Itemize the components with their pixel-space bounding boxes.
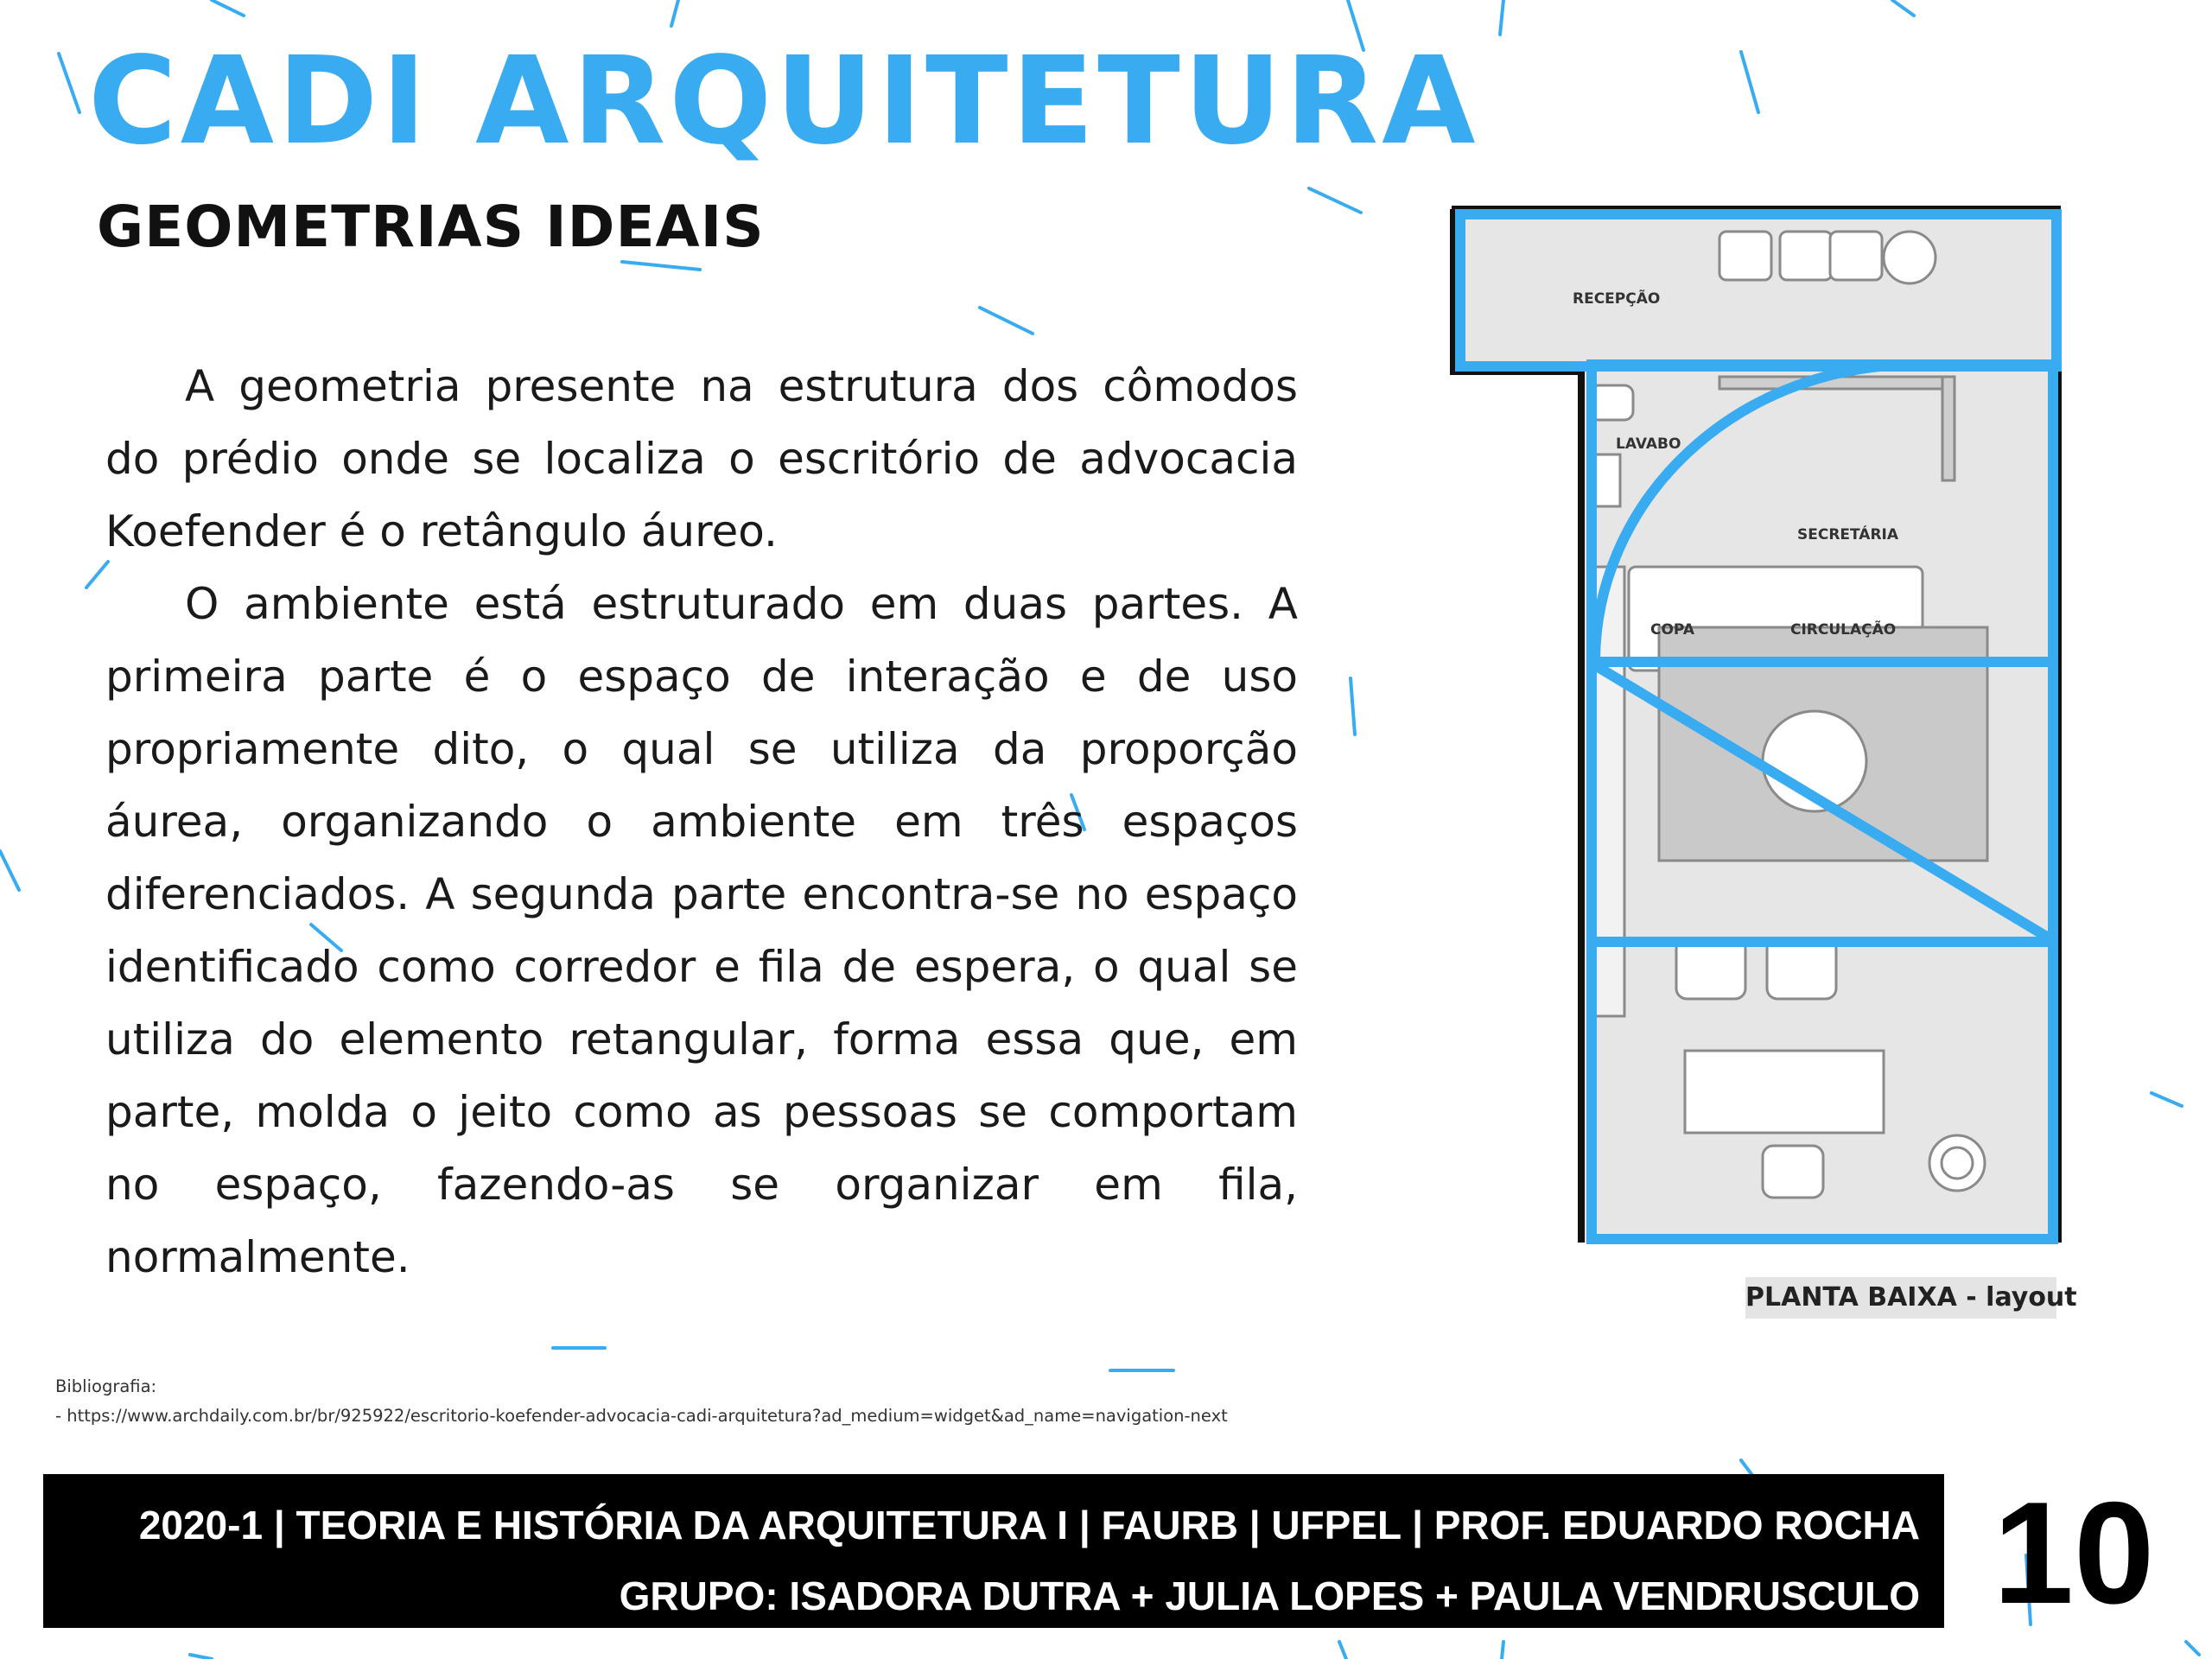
floor-plan-caption: PLANTA BAIXA - layout (1745, 1277, 2056, 1319)
footer-bar (43, 1474, 1944, 1628)
page-number: 10 (1993, 1471, 2155, 1634)
room-label-circulation: CIRCULAÇÃO (1790, 621, 1897, 639)
footer-group-line: GRUPO: ISADORA DUTRA + JULIA LOPES + PAULA VENDRUSCULO (619, 1573, 1920, 1618)
bibliography (55, 1372, 1317, 1431)
body-text (105, 350, 1298, 1294)
bibliography-entry: - https://www.archdaily.com.br/br/925922/escritorio-koefender-advocacia-cadi-arquitetura?ad_medium=widget&ad_name=navigation-next (55, 1406, 1228, 1426)
room-label-kitchen: COPA (1650, 621, 1694, 639)
body-paragraph-2: O ambiente está estruturado em duas partes. A primeira parte é o espaço de interação e de uso propriamente dito, o qual se utiliza da proporção áurea, organizando o ambiente em três espaços diferenciados. A segunda parte encontra-se no espaço identificado como corredor e fila de espera, o qual se utiliza do elemento retangular, forma essa que, em parte, molda o jeito como as pessoas se comportam no espaço, fazendo-as se organizar em fila, normalmente. (105, 579, 1298, 1282)
room-label-lavatory: LAVABO (1616, 435, 1681, 453)
room-label-reception: RECEPÇÃO (1573, 290, 1661, 308)
page-subtitle: GEOMETRIAS IDEAIS (97, 194, 765, 260)
body-paragraph-1: A geometria presente na estrutura dos cômodos do prédio onde se localiza o escritório de advocacia Koefender é o retângulo áureo. (105, 361, 1298, 556)
page-title: CADI ARQUITETURA (88, 31, 1479, 172)
floor-plan (1443, 195, 2065, 1267)
bibliography-label: Bibliografia: (55, 1376, 157, 1396)
room-label-secretary: SECRETÁRIA (1797, 526, 1899, 543)
footer-course-line: 2020-1 | TEORIA E HISTÓRIA DA ARQUITETURA I | FAURB | UFPEL | PROF. EDUARDO ROCHA (138, 1503, 1920, 1548)
